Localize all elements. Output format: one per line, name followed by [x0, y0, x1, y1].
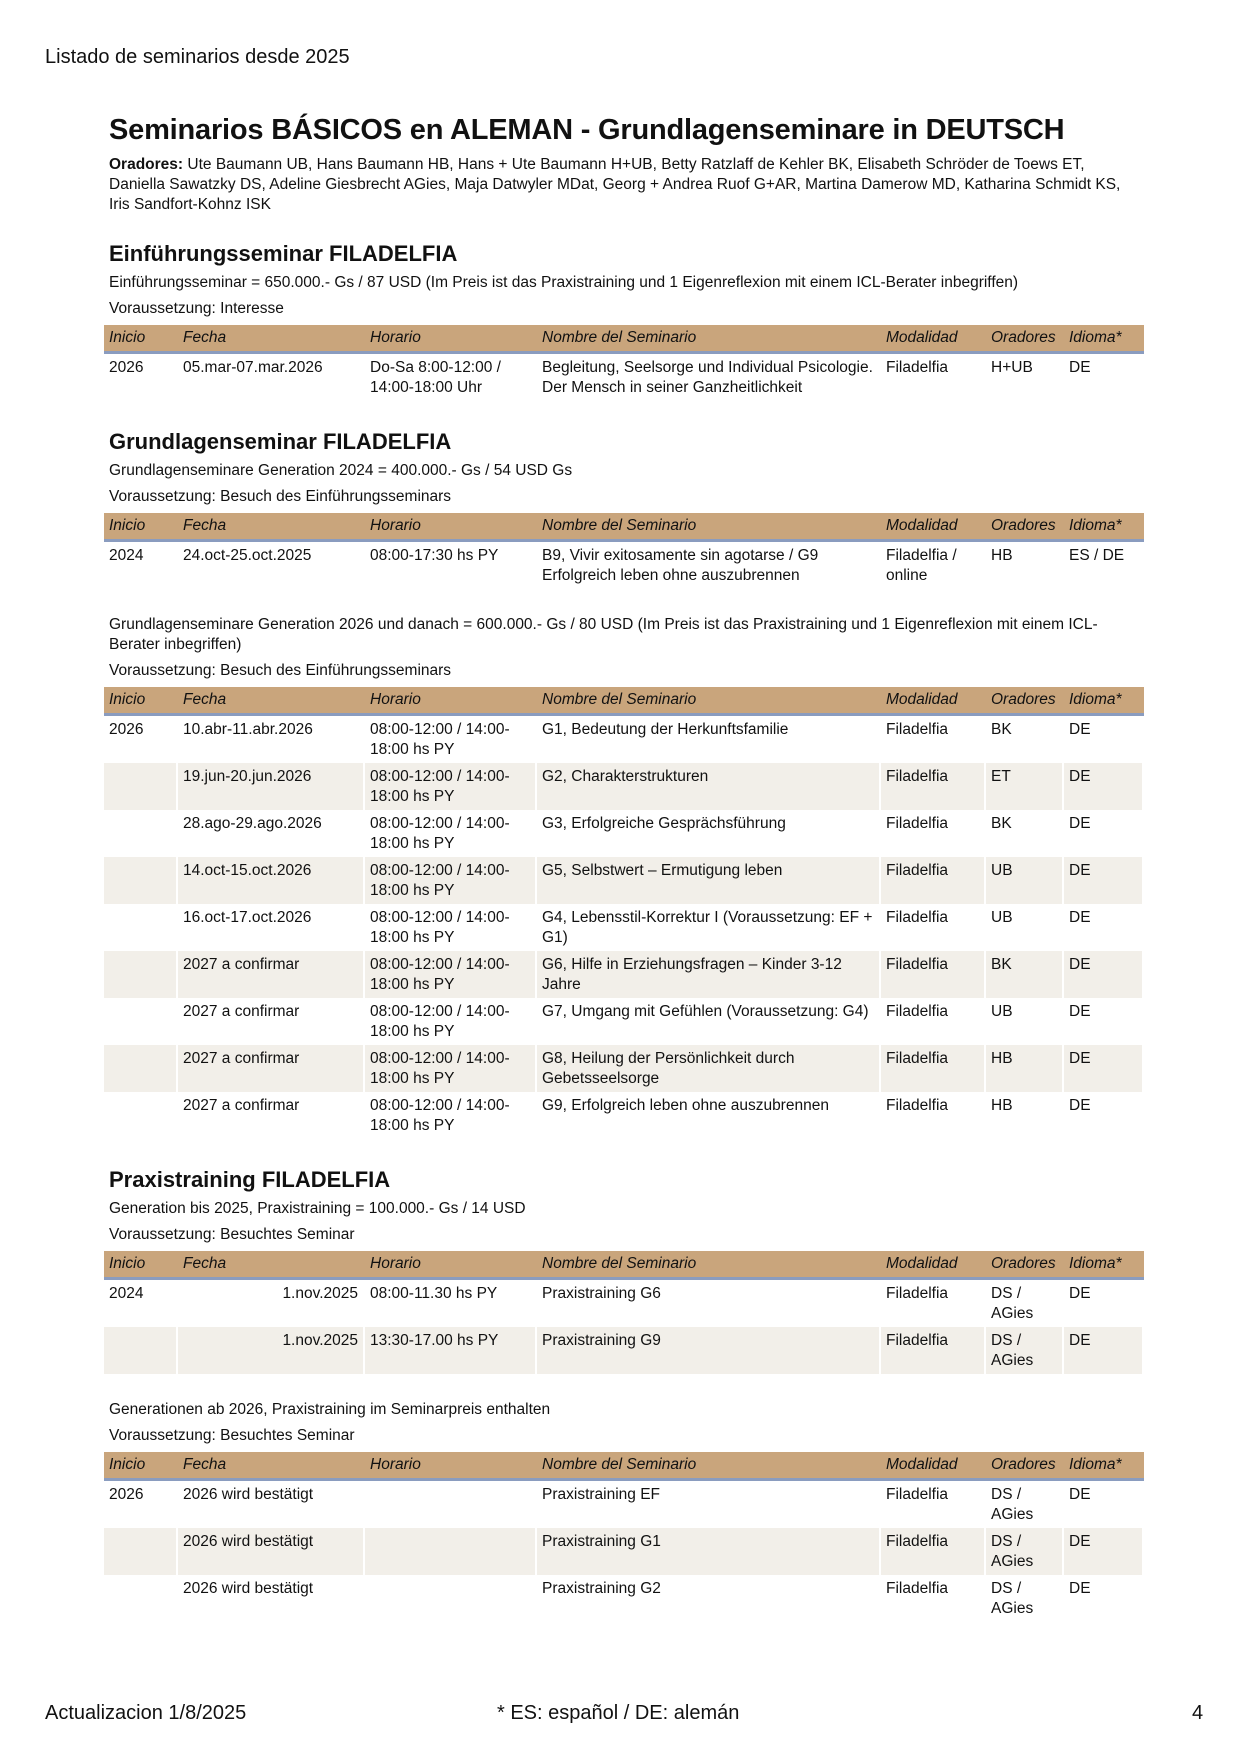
- col-inicio: [104, 1575, 178, 1622]
- col-fecha: 10.abr-11.abr.2026: [178, 716, 365, 763]
- col-idioma: ES / DE: [1064, 542, 1144, 589]
- header-col-fecha: Fecha: [178, 1452, 365, 1481]
- header-col-modalidad: Modalidad: [881, 513, 986, 542]
- col-nombre: G5, Selbstwert – Ermutigung leben: [537, 857, 881, 904]
- col-idioma: DE: [1064, 1528, 1144, 1575]
- col-inicio: [104, 998, 178, 1045]
- table-row: [104, 1092, 1144, 1139]
- col-nombre: G7, Umgang mit Gefühlen (Voraussetzung: G4): [537, 998, 881, 1045]
- header-col-modalidad: Modalidad: [881, 1452, 986, 1481]
- header-col-horario: Horario: [365, 325, 537, 354]
- seminar-table: [104, 325, 1144, 401]
- header-col-fecha: Fecha: [178, 1251, 365, 1280]
- col-oradores: DS / AGies: [986, 1327, 1064, 1374]
- col-inicio: 2026: [104, 354, 178, 401]
- header-col-inicio: Inicio: [104, 325, 178, 354]
- seminar-table: [104, 687, 1144, 1139]
- col-nombre: Praxistraining EF: [537, 1481, 881, 1528]
- col-idioma: DE: [1064, 951, 1144, 998]
- col-oradores: DS / AGies: [986, 1528, 1064, 1575]
- col-fecha: 2026 wird bestätigt: [178, 1481, 365, 1528]
- col-inicio: [104, 763, 178, 810]
- col-idioma: DE: [1064, 1481, 1144, 1528]
- col-fecha: 05.mar-07.mar.2026: [178, 354, 365, 401]
- col-idioma: DE: [1064, 810, 1144, 857]
- col-oradores: BK: [986, 810, 1064, 857]
- col-fecha: 1.nov.2025: [178, 1327, 365, 1374]
- section-title: Praxistraining FILADELFIA: [109, 1167, 391, 1192]
- col-oradores: UB: [986, 904, 1064, 951]
- col-nombre: G9, Erfolgreich leben ohne auszubrennen: [537, 1092, 881, 1139]
- col-inicio: 2026: [104, 716, 178, 763]
- table-header-row: [104, 1251, 1144, 1280]
- col-fecha: 24.oct-25.oct.2025: [178, 542, 365, 589]
- header-col-horario: Horario: [365, 1452, 537, 1481]
- col-modalidad: Filadelfia: [881, 1481, 986, 1528]
- col-oradores: HB: [986, 542, 1064, 589]
- price-info: Grundlagenseminare Generation 2026 und danach = 600.000.- Gs / 80 USD (Im Preis ist das Praxistraining und 1 Eigenreflexion mit einem ICL-Berater inbegriffen): [109, 616, 1098, 653]
- table-row: [104, 354, 1144, 401]
- col-idioma: DE: [1064, 857, 1144, 904]
- col-modalidad: Filadelfia: [881, 1528, 986, 1575]
- speakers-label: Oradores:: [109, 156, 184, 173]
- table-row: [104, 810, 1144, 857]
- header-col-idioma: Idioma*: [1064, 513, 1144, 542]
- header-col-nombre: Nombre del Seminario: [537, 1251, 881, 1280]
- table-row: [104, 1575, 1144, 1622]
- col-inicio: [104, 1327, 178, 1374]
- seminar-table: [104, 1452, 1144, 1622]
- header-col-horario: Horario: [365, 687, 537, 716]
- col-fecha: 1.nov.2025: [178, 1280, 365, 1327]
- col-horario: 08:00-12:00 / 14:00-18:00 hs PY: [365, 1092, 537, 1139]
- header-col-oradores: Oradores: [986, 1251, 1064, 1280]
- col-idioma: DE: [1064, 998, 1144, 1045]
- col-fecha: 28.ago-29.ago.2026: [178, 810, 365, 857]
- col-nombre: B9, Vivir exitosamente sin agotarse / G9 Erfolgreich leben ohne auszubrennen: [537, 542, 881, 589]
- col-horario: 08:00-12:00 / 14:00-18:00 hs PY: [365, 998, 537, 1045]
- col-modalidad: Filadelfia: [881, 810, 986, 857]
- document-content: [104, 114, 1144, 1622]
- header-col-idioma: Idioma*: [1064, 325, 1144, 354]
- col-fecha: 2027 a confirmar: [178, 998, 365, 1045]
- table-header-row: [104, 687, 1144, 716]
- header-col-horario: Horario: [365, 513, 537, 542]
- col-modalidad: Filadelfia: [881, 1575, 986, 1622]
- header-col-oradores: Oradores: [986, 325, 1064, 354]
- col-horario: 08:00-12:00 / 14:00-18:00 hs PY: [365, 810, 537, 857]
- col-inicio: [104, 857, 178, 904]
- header-col-modalidad: Modalidad: [881, 1251, 986, 1280]
- col-nombre: G2, Charakterstrukturen: [537, 763, 881, 810]
- col-oradores: ET: [986, 763, 1064, 810]
- col-idioma: DE: [1064, 1280, 1144, 1327]
- table-header-row: [104, 325, 1144, 354]
- col-horario: 08:00-12:00 / 14:00-18:00 hs PY: [365, 857, 537, 904]
- header-col-horario: Horario: [365, 1251, 537, 1280]
- col-inicio: [104, 951, 178, 998]
- price-info: Generationen ab 2026, Praxistraining im Seminarpreis enthalten: [109, 1401, 551, 1418]
- col-horario: 08:00-12:00 / 14:00-18:00 hs PY: [365, 951, 537, 998]
- header-col-modalidad: Modalidad: [881, 687, 986, 716]
- header-col-fecha: Fecha: [178, 687, 365, 716]
- col-horario: Do-Sa 8:00-12:00 / 14:00-18:00 Uhr: [365, 354, 537, 401]
- page-number: 4: [1192, 1702, 1204, 1724]
- header-col-inicio: Inicio: [104, 513, 178, 542]
- col-fecha: 19.jun-20.jun.2026: [178, 763, 365, 810]
- col-modalidad: Filadelfia: [881, 1327, 986, 1374]
- footer-language-note: * ES: español / DE: alemán: [497, 1702, 740, 1724]
- col-inicio: [104, 1045, 178, 1092]
- col-modalidad: Filadelfia: [881, 1045, 986, 1092]
- table-row: [104, 1528, 1144, 1575]
- header-col-inicio: Inicio: [104, 1251, 178, 1280]
- col-nombre: Praxistraining G9: [537, 1327, 881, 1374]
- col-inicio: 2024: [104, 542, 178, 589]
- col-horario: 08:00-12:00 / 14:00-18:00 hs PY: [365, 1045, 537, 1092]
- col-fecha: 2027 a confirmar: [178, 1092, 365, 1139]
- col-idioma: DE: [1064, 904, 1144, 951]
- section-title: Grundlagenseminar FILADELFIA: [109, 429, 452, 454]
- col-nombre: G6, Hilfe in Erziehungsfragen – Kinder 3-12 Jahre: [537, 951, 881, 998]
- col-inicio: [104, 904, 178, 951]
- requirement-info: Voraussetzung: Besuch des Einführungsseminars: [109, 662, 452, 679]
- col-oradores: UB: [986, 998, 1064, 1045]
- col-horario: 08:00-12:00 / 14:00-18:00 hs PY: [365, 716, 537, 763]
- col-oradores: HB: [986, 1045, 1064, 1092]
- header-col-inicio: Inicio: [104, 1452, 178, 1481]
- col-modalidad: Filadelfia: [881, 716, 986, 763]
- col-nombre: G4, Lebensstil-Korrektur I (Voraussetzung: EF + G1): [537, 904, 881, 951]
- col-modalidad: Filadelfia: [881, 904, 986, 951]
- table-row: [104, 716, 1144, 763]
- col-modalidad: Filadelfia / online: [881, 542, 986, 589]
- col-oradores: DS / AGies: [986, 1481, 1064, 1528]
- col-modalidad: Filadelfia: [881, 1092, 986, 1139]
- requirement-info: Voraussetzung: Interesse: [109, 300, 284, 317]
- col-modalidad: Filadelfia: [881, 1280, 986, 1327]
- col-inicio: [104, 1092, 178, 1139]
- requirement-info: Voraussetzung: Besuch des Einführungsseminars: [109, 488, 452, 505]
- price-info: Grundlagenseminare Generation 2024 = 400.000.- Gs / 54 USD Gs: [109, 462, 573, 479]
- col-fecha: 2027 a confirmar: [178, 1045, 365, 1092]
- col-modalidad: Filadelfia: [881, 998, 986, 1045]
- header-col-nombre: Nombre del Seminario: [537, 1452, 881, 1481]
- price-info: Generation bis 2025, Praxistraining = 100.000.- Gs / 14 USD: [109, 1200, 526, 1217]
- col-inicio: 2024: [104, 1280, 178, 1327]
- col-modalidad: Filadelfia: [881, 763, 986, 810]
- col-horario: [365, 1528, 537, 1575]
- col-fecha: 2026 wird bestätigt: [178, 1575, 365, 1622]
- col-horario: 08:00-11.30 hs PY: [365, 1280, 537, 1327]
- col-fecha: 14.oct-15.oct.2026: [178, 857, 365, 904]
- col-oradores: DS / AGies: [986, 1575, 1064, 1622]
- col-modalidad: Filadelfia: [881, 354, 986, 401]
- col-oradores: HB: [986, 1092, 1064, 1139]
- col-nombre: G8, Heilung der Persönlichkeit durch Gebetsseelsorge: [537, 1045, 881, 1092]
- table-row: [104, 763, 1144, 810]
- col-horario: 08:00-12:00 / 14:00-18:00 hs PY: [365, 904, 537, 951]
- col-idioma: DE: [1064, 1575, 1144, 1622]
- col-inicio: [104, 1528, 178, 1575]
- table-row: [104, 857, 1144, 904]
- col-inicio: 2026: [104, 1481, 178, 1528]
- col-fecha: 16.oct-17.oct.2026: [178, 904, 365, 951]
- requirement-info: Voraussetzung: Besuchtes Seminar: [109, 1226, 355, 1243]
- header-col-idioma: Idioma*: [1064, 687, 1144, 716]
- header-col-inicio: Inicio: [104, 687, 178, 716]
- col-oradores: H+UB: [986, 354, 1064, 401]
- page-title: Seminarios BÁSICOS en ALEMAN - Grundlagenseminare in DEUTSCH: [109, 114, 1065, 146]
- col-nombre: Begleitung, Seelsorge und Individual Psicologie. Der Mensch in seiner Ganzheitlichkeit: [537, 354, 881, 401]
- table-row: [104, 951, 1144, 998]
- header-col-oradores: Oradores: [986, 687, 1064, 716]
- header-col-oradores: Oradores: [986, 513, 1064, 542]
- col-fecha: 2026 wird bestätigt: [178, 1528, 365, 1575]
- header-col-nombre: Nombre del Seminario: [537, 687, 881, 716]
- seminar-table: [104, 513, 1144, 589]
- table-row: [104, 1045, 1144, 1092]
- table-row: [104, 1481, 1144, 1528]
- col-idioma: DE: [1064, 763, 1144, 810]
- table-row: [104, 998, 1144, 1045]
- header-col-fecha: Fecha: [178, 325, 365, 354]
- col-inicio: [104, 810, 178, 857]
- col-modalidad: Filadelfia: [881, 857, 986, 904]
- table-header-row: [104, 513, 1144, 542]
- col-horario: 08:00-17:30 hs PY: [365, 542, 537, 589]
- col-idioma: DE: [1064, 716, 1144, 763]
- table-header-row: [104, 1452, 1144, 1481]
- col-nombre: Praxistraining G2: [537, 1575, 881, 1622]
- seminar-table: [104, 1251, 1144, 1374]
- table-row: [104, 904, 1144, 951]
- col-idioma: DE: [1064, 1045, 1144, 1092]
- col-idioma: DE: [1064, 1092, 1144, 1139]
- table-row: [104, 542, 1144, 589]
- col-oradores: BK: [986, 951, 1064, 998]
- document-header: Listado de seminarios desde 2025: [45, 46, 350, 68]
- header-col-nombre: Nombre del Seminario: [537, 325, 881, 354]
- col-horario: [365, 1481, 537, 1528]
- col-idioma: DE: [1064, 354, 1144, 401]
- table-row: [104, 1327, 1144, 1374]
- col-fecha: 2027 a confirmar: [178, 951, 365, 998]
- header-col-fecha: Fecha: [178, 513, 365, 542]
- table-row: [104, 1280, 1144, 1327]
- speakers-text: Ute Baumann UB, Hans Baumann HB, Hans + Ute Baumann H+UB, Betty Ratzlaff de Kehler BK, Elisabeth Schröder de Toews ET, Daniella Sawatzky DS, Adeline Giesbrecht AGies, Maja Datwyler MDat, Georg + Andrea Ruof G+AR, Martina Damerow MD, Katharina Schmidt KS, Iris Sandfort-Kohnz ISK: [109, 156, 1121, 213]
- speakers-list: [109, 155, 1139, 215]
- col-idioma: DE: [1064, 1327, 1144, 1374]
- header-col-idioma: Idioma*: [1064, 1452, 1144, 1481]
- price-info: Einführungsseminar = 650.000.- Gs / 87 USD (Im Preis ist das Praxistraining und 1 Eigenreflexion mit einem ICL-Berater inbegriffen): [109, 274, 1019, 291]
- col-oradores: BK: [986, 716, 1064, 763]
- col-nombre: G1, Bedeutung der Herkunftsfamilie: [537, 716, 881, 763]
- col-horario: [365, 1575, 537, 1622]
- section-title: Einführungsseminar FILADELFIA: [109, 241, 458, 266]
- requirement-info: Voraussetzung: Besuchtes Seminar: [109, 1427, 355, 1444]
- col-modalidad: Filadelfia: [881, 951, 986, 998]
- header-col-idioma: Idioma*: [1064, 1251, 1144, 1280]
- header-col-oradores: Oradores: [986, 1452, 1064, 1481]
- col-oradores: DS / AGies: [986, 1280, 1064, 1327]
- header-col-modalidad: Modalidad: [881, 325, 986, 354]
- col-horario: 13:30-17.00 hs PY: [365, 1327, 537, 1374]
- header-col-nombre: Nombre del Seminario: [537, 513, 881, 542]
- col-nombre: G3, Erfolgreiche Gesprächsführung: [537, 810, 881, 857]
- col-oradores: UB: [986, 857, 1064, 904]
- col-horario: 08:00-12:00 / 14:00-18:00 hs PY: [365, 763, 537, 810]
- col-nombre: Praxistraining G1: [537, 1528, 881, 1575]
- col-nombre: Praxistraining G6: [537, 1280, 881, 1327]
- footer-updated: Actualizacion 1/8/2025: [45, 1702, 247, 1724]
